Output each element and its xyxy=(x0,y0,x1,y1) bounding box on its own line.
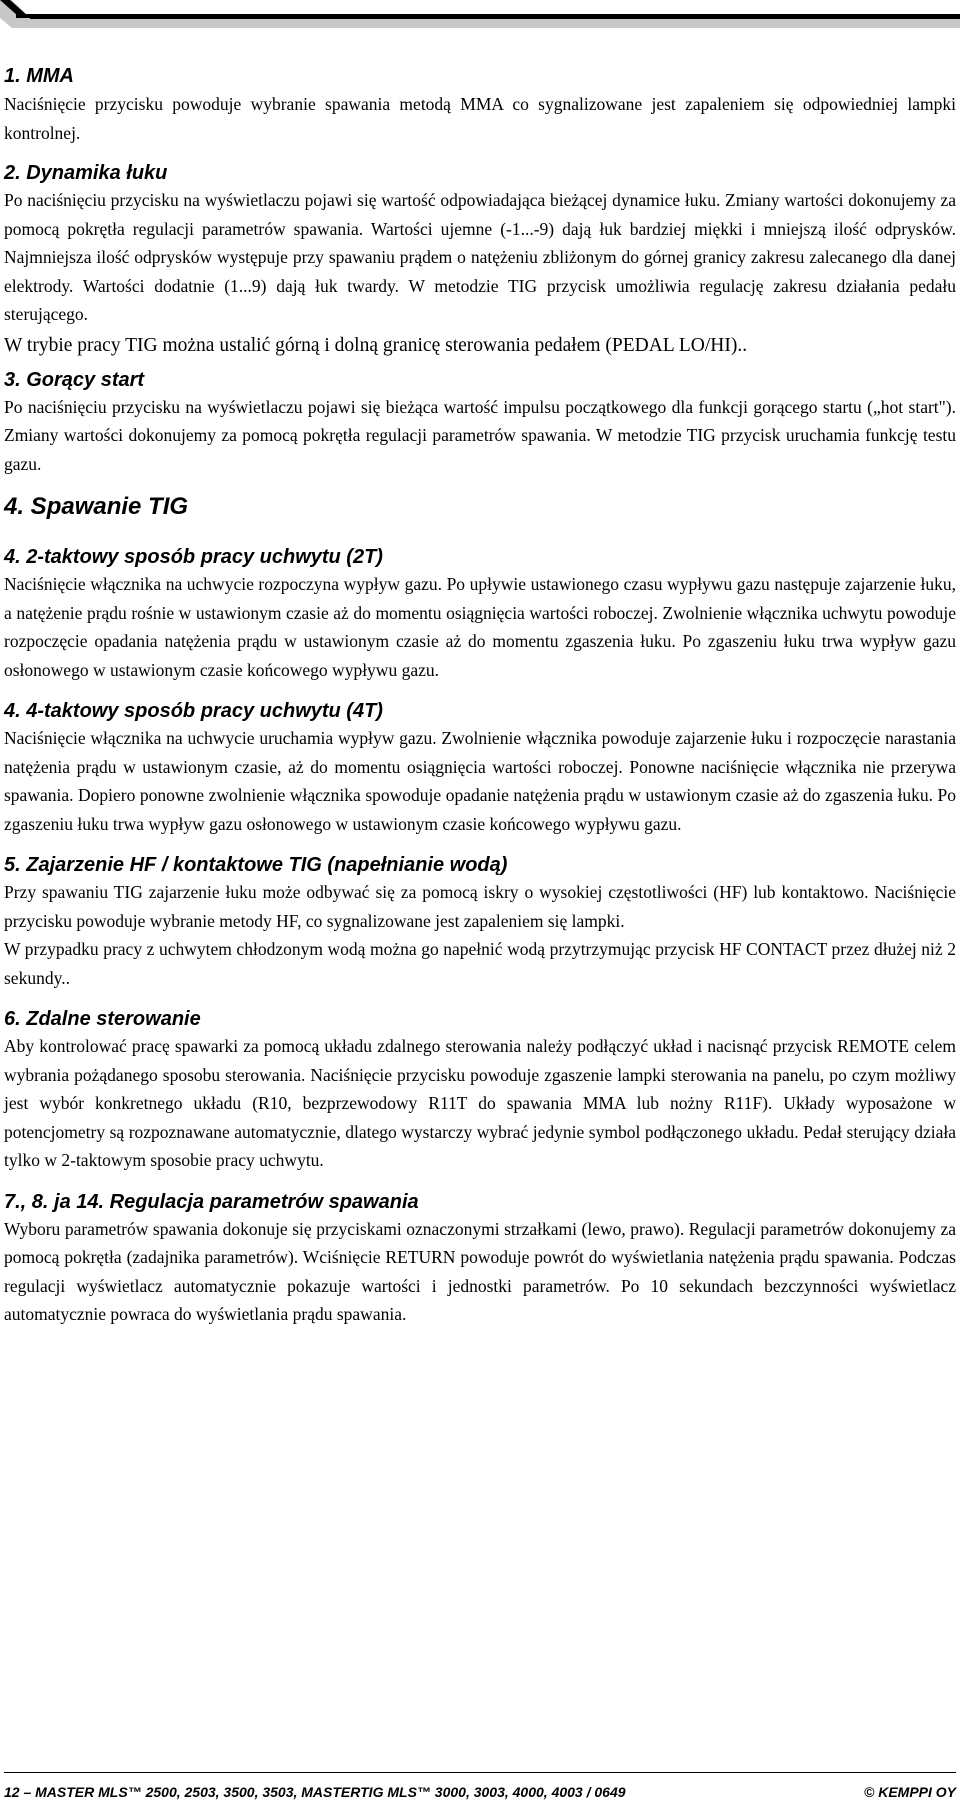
section-2t-mode xyxy=(4,544,956,684)
section-parameter-adjustment xyxy=(4,1189,956,1329)
section-remote-control xyxy=(4,1006,956,1175)
section-heading: 7., 8. ja 14. Regulacja parametrów spawania xyxy=(4,1190,419,1213)
section-heading: 3. Gorący start xyxy=(4,368,145,391)
page-footer xyxy=(4,1784,956,1806)
section-arc-dynamics xyxy=(4,160,956,363)
section-paragraph: W trybie pracy TIG można ustalić górną i dolną granicę sterowania pedałem (PEDAL LO/HI).. xyxy=(4,334,748,356)
section-paragraph: Wyboru parametrów spawania dokonuje się przyciskami oznaczonymi strzałkami (lewo, prawo). Regulacji parametrów dokonujemy za pomocą pokrętła (zadajnika parametrów). Wciśnięcie RETURN powoduje powrót do wyświetlania natężenia prądu spawania. Podczas regulacji wyświetlacz automatycznie pokazuje wartości i jednostki parametrów. Po 10 sekundach bezczynności wyświetlacz automatycznie powraca do wyświetlania prądu spawania. xyxy=(4,1218,956,1324)
footer-product-line: 12 – MASTER MLS™ 2500, 2503, 3500, 3503, MASTERTIG MLS™ 3000, 3003, 4000, 4003 / 0649 xyxy=(4,1784,626,1800)
section-heading: 6. Zdalne sterowanie xyxy=(4,1008,201,1030)
section-paragraph: Przy spawaniu TIG zajarzenie łuku może odbywać się za pomocą iskry o wysokiej częstotliwości (HF) lub kontaktowo. Naciśnięcie przycisku powoduje wybranie metody HF, co sygnalizowane jest zapaleniem się lampki. xyxy=(4,882,956,931)
document-body xyxy=(4,62,956,1329)
section-paragraph: Po naciśnięciu przycisku na wyświetlaczu pojawi się bieżąca wartość impulsu początkowego dla funkcji gorącego startu („hot start"). Zmiany wartości dokonujemy za pomocą pokrętła regulacji parametrów spawania. W metodzie TIG przycisk uruchamia funkcję testu gazu. xyxy=(4,396,956,474)
footer-divider xyxy=(4,1772,956,1773)
section-paragraph: Po naciśnięciu przycisku na wyświetlaczu pojawi się wartość odpowiadająca bieżącej dynamice łuku. Zmiany wartości dokonujemy za pomocą pokrętła regulacji parametrów spawania. Wartości ujemne (-1...-9) dają łuk bardziej miękki i mniejszą ilość odprysków. Najmniejsza ilość odprysków występuje przy spawaniu prądem o natężeniu zbliżonym do górnej granicy zakresu zalecanego dla danej elektrody. Wartości dodatnie (1...9) dają łuk twardy. W metodzie TIG przycisk umożliwia regulację zakresu działania pedału sterującego. xyxy=(4,190,956,324)
section-hot-start xyxy=(4,367,956,479)
section-heading: 4. 2-taktowy sposób pracy uchwytu (2T) xyxy=(4,546,383,568)
section-tig-welding xyxy=(4,492,956,522)
section-hf-ignition xyxy=(4,852,956,992)
section-mma xyxy=(4,62,956,147)
section-paragraph: Naciśnięcie włącznika na uchwycie uruchamia wypływ gazu. Zwolnienie włącznika powoduje zajarzenie łuku i rozpoczęcie narastania natężenia prądu w ustawionym czasie, aż do momentu osiągnięcia wartości roboczej. Ponowne naciśnięcie włącznika nie przerywa spawania. Dopiero ponowne zwolnienie włącznika spowoduje opadanie natężenia prądu w ustawionym czasie aż do zgaszenia łuku. Po zgaszeniu łuku trwa wypływ gazu osłonowego w ustawionym czasie końcowego wypływu gazu. xyxy=(4,728,956,834)
header-decoration xyxy=(0,0,960,28)
footer-copyright: © KEMPPI OY xyxy=(864,1784,956,1800)
section-paragraph: W przypadku pracy z uchwytem chłodzonym wodą można go napełnić wodą przytrzymując przycisk HF CONTACT przez dłużej niż 2 sekundy.. xyxy=(4,939,956,988)
section-paragraph: Naciśnięcie włącznika na uchwycie rozpoczyna wypływ gazu. Po upływie ustawionego czasu wypływu gazu następuje zajarzenie łuku, a natężenie prądu rośnie w ustawionym czasie aż do momentu osiągnięcia wartości roboczej. Zwolnienie włącznika uchwytu powoduje rozpoczęcie opadania natężenia prądu w ustawionym czasie aż do momentu zgaszenia łuku. Po zgaszeniu łuku trwa wypływ gazu osłonowego w ustawionym czasie końcowego wypływu gazu. xyxy=(4,574,956,680)
section-paragraph: Aby kontrolować pracę spawarki za pomocą układu zdalnego sterowania należy podłączyć układ i nacisnąć przycisk REMOTE celem wybrania pożądanego sposobu sterowania. Naciśnięcie przycisku powoduje zgaszenie lampki sterowania na panelu, po czym możliwy jest wybór konkretnego układu (R10, bezprzewodowy R11T do spawania MMA lub nożny R11F). Układy wyposażone w potencjometry są rozpoznawane automatycznie, dlatego wystarczy wybrać jedynie symbol podłączonego układu. Pedał sterujący działa tylko w 2-taktowym sposobie pracy uchwytu. xyxy=(4,1036,956,1170)
section-heading: 1. MMA xyxy=(4,65,74,87)
section-paragraph: Naciśnięcie przycisku powoduje wybranie spawania metodą MMA co sygnalizowane jest zapaleniem się odpowiedniej lampki kontrolnej. xyxy=(4,94,956,143)
section-heading: 4. 4-taktowy sposób pracy uchwytu (4T) xyxy=(4,700,383,722)
section-heading: 4. Spawanie TIG xyxy=(4,493,189,520)
section-heading: 2. Dynamika łuku xyxy=(4,162,168,184)
section-4t-mode xyxy=(4,698,956,838)
section-heading: 5. Zajarzenie HF / kontaktowe TIG (napełnianie wodą) xyxy=(4,854,508,876)
